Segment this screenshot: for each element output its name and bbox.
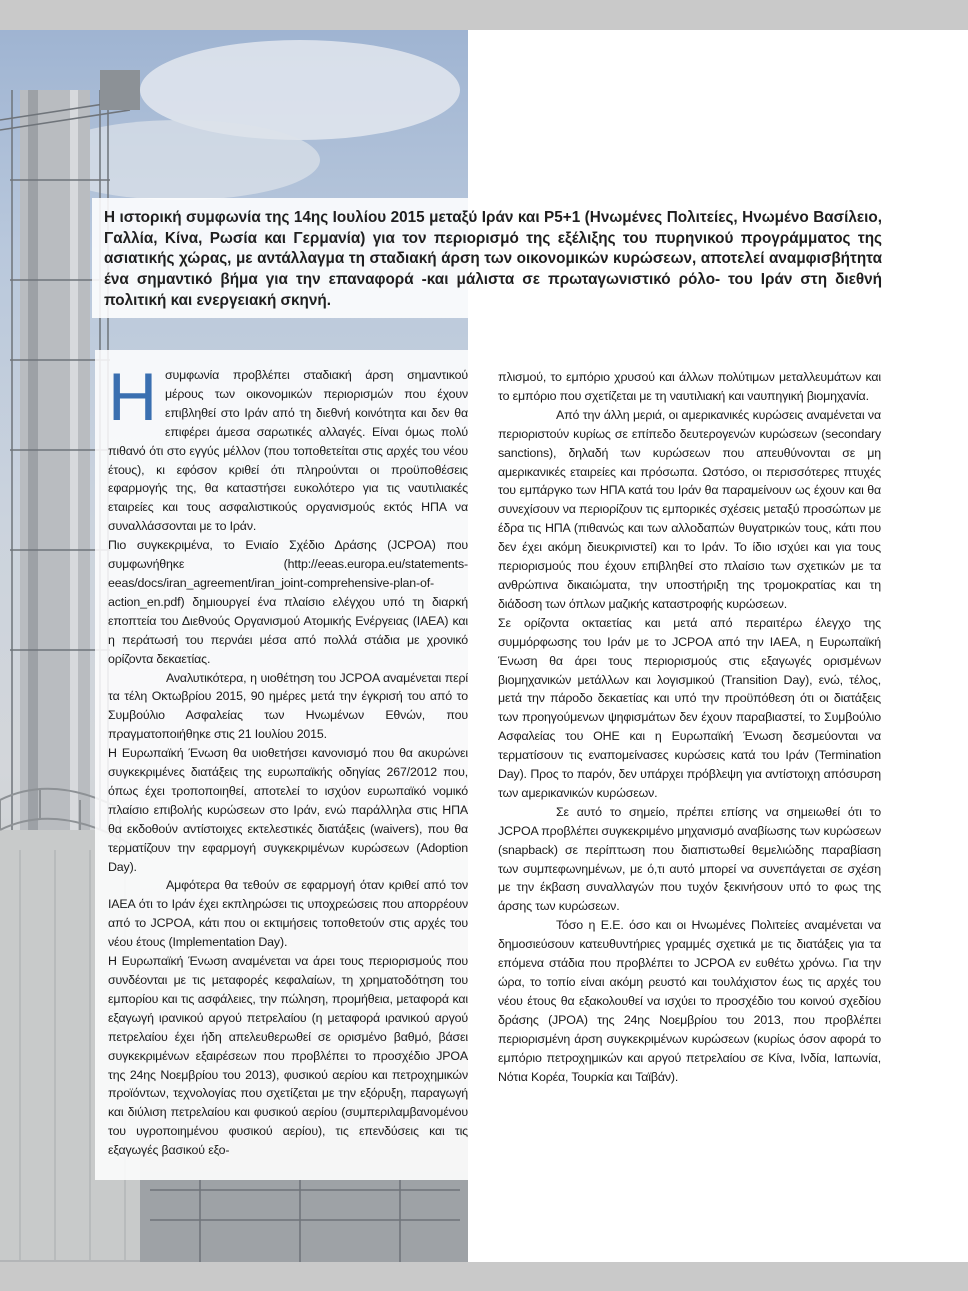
left-paragraph-4: Η Ευρωπαϊκή Ένωση θα υιοθετήσει κανονισμό που θα ακυρώνει συγκεκριμένες διατάξεις της ευρωπαϊκής οδηγίας 267/2012 που, όπως έχει τροποποιηθεί, αποτελεί το ισχύον ευρωπαϊκό νομικό πλαίσιο επιβολής κυρώσεων στο Ιράν, ενώ παράλληλα στις ΗΠΑ θα εκδοθούν αντίστοιχες εκτελεστικές διατάξεις (waivers), που θα τερματίζουν την εφαρμογή συγκεκριμένων κυρώσεων (Adoption Day).	[108, 746, 468, 874]
left-column	[108, 359, 468, 1160]
bottom-band	[0, 1262, 968, 1291]
left-paragraph-6: Η Ευρωπαϊκή Ένωση αναμένεται να άρει τους περιορισμούς που συνδέονται με τις μεταφορές κεφαλαίων, τη χρηματοδότηση του εμπορίου και τις ασφάλειες, την πώληση, προμήθεια, μεταφορά και εξαγωγή ιρανικού αργού πετρελαίου (η μεταφορά ιρανικού αργού πετρελαίου έχει ήδη απελευθερωθεί σε ορισμένο βαθμό, βάσει συγκεκριμένων εξαιρέσεων που προβλέπει το προσχέδιο JPOA της 24ης Νοεμβρίου του 2013), φυσικού αερίου και πετροχημικών προϊόντων, τεχνολογίας που σχετίζεται με την εξόρυξη, παραγωγή και διύλιση πετρελαίου και φυσικού αερίου (συμπεριλαμβανομένου του υγροποιημένου φυσικού αερίου), τις επενδύσεις και τις εξαγωγές βασικού εξο-	[108, 954, 468, 1158]
left-paragraph-2: Πιο συγκεκριμένα, το Ενιαίο Σχέδιο Δράσης (JCPOA) που συμφωνήθηκε (http://eeas.europa.eu/statements-eeas/docs/iran_agreement/iran_joint-comprehensive-plan-of-action_en.pdf) δημιουργεί ένα πλαίσιο ελέγχου υπό τη διαρκή εποπτεία του Διεθνούς Οργανισμού Ατομικής Ενέργειας (ΙΑΕΑ) και η περάτωσή του περνάει μέσα από πολλά στάδια με χρονικό ορίζοντα δεκαετίας.	[108, 538, 468, 666]
lead-paragraph: Η ιστορική συμφωνία της 14ης Ιουλίου 2015 μεταξύ Ιράν και Ρ5+1 (Ηνωμένες Πολιτείες, Ηνωμένο Βασίλειο, Γαλλία, Κίνα, Ρωσία και Γερμανία) για τον περιορισμό της εξέλιξης του πυρηνικού προγράμματος της ασιατικής χώρας, με αντάλλαγμα τη σταδιακή άρση των οικονομικών κυρώσεων, αποτελεί αναμφισβήτητα ένα σημαντικό βήμα για την επαναφορά -και μάλιστα σε πρωταγωνιστικό ρόλο- του Ιράν στη διεθνή πολιτική και ενεργειακή σκηνή.	[104, 209, 882, 309]
right-paragraph-1: πλισμού, το εμπόριο χρυσού και άλλων πολύτιμων μεταλλευμάτων και το εμπόριο που σχετίζεται με τη ναυτιλιακή και ναυπηγική βιομηχανία.	[498, 370, 881, 403]
right-paragraph-2: Από την άλλη μεριά, οι αμερικανικές κυρώσεις αναμένεται να περιοριστούν κυρίως σε επίπεδο δευτερογενών κυρώσεων (secondary sanctions), δηλαδή των κυρώσεων που απευθύνονται σε μη αμερικανικές εταιρείες και πρόσωπα. Ωστόσο, οι περισσότερες πτυχές του εμπάργκο των ΗΠΑ κατά του Ιράν θα παραμείνουν ως έχουν και θα συνεχίσουν να περιορίζουν τις εμπορικές σχέσεις μεταξύ προσώπων με έδρα τις ΗΠΑ (πιθανώς και των αλλοδαπών θυγατρικών τους, κάτι που δεν έχει ακόμη διευκρινιστεί) και το Ιράν. Το ίδιο ισχύει και για τους περιορισμούς που έχουν επιβληθεί στο πλαίσιο των σχετικών με τα ανθρώπινα δικαιώματα, την υποστήριξη της τρομοκρατίας και τη διάδοση των όπλων μαζικής καταστροφής κυρώσεων.	[498, 407, 881, 611]
left-paragraph-3: Αναλυτικότερα, η υιοθέτηση του JCPOA αναμένεται περί τα τέλη Οκτωβρίου 2015, 90 ημέρες μετά την έγκρισή του από το Συμβούλιο Ασφαλείας των Ηνωμένων Εθνών, που πραγματοποιήθηκε στις 21 Ιουλίου 2015.	[108, 670, 468, 742]
right-paragraph-3: Σε ορίζοντα οκταετίας και μετά από περαιτέρω έλεγχο της συμμόρφωσης του Ιράν με το JCPOA από την ΙΑΕΑ, η Ευρωπαϊκή Ένωση θα άρει τους περιορισμούς στις εξαγωγές ορισμένων βιομηχανικών μετάλλων και λογισμικού (Transition Day), ενώ, τέλος, μετά την πάροδο δεκαετίας και υπό την προϋπόθεση ότι οι διατάξεις των προηγούμενων ψηφισμάτων δεν έχουν παραβιαστεί, το Συμβούλιο Ασφαλείας του ΟΗΕ και η Ευρωπαϊκή Ένωση δεσμεύονται να τερματίσουν τις εναπομείνασες κυρώσεις κατά του Ιράν (Termination Day). Προς το παρόν, δεν υπάρχει πρόβλεψη για αντίστοιχη απόσυρση των αμερικανικών κυρώσεων.	[498, 615, 881, 800]
right-paragraph-4: Σε αυτό το σημείο, πρέπει επίσης να σημειωθεί ότι το JCPOA προβλέπει συγκεκριμένο μηχανισμό αναβίωσης των κυρώσεων (snapback) σε περίπτωση που διαπιστωθεί θεμελιώδης παραβίαση των συμπεφωνημένων, με ό,τι αυτό μπορεί να συνεπάγεται σε σχέση με την έκβαση συναλλαγών που τυχόν ξεκινήσουν υπό το φως της άρσης των κυρώσεων.	[498, 804, 881, 914]
dropcap-letter: Η	[108, 359, 157, 435]
first-paragraph	[108, 359, 468, 536]
first-paragraph-text: συμφωνία προβλέπει σταδιακή άρση σημαντικού μέρους των οικονομικών περιορισμών που έχουν επιβληθεί στο Ιράν από τη διεθνή κοινότητα και δεν θα επιφέρει άμεσα σαρωτικές αλλαγές. Είναι όμως πολύ πιθανό ότι στο εγγύς μέλλον (που τοποθετείται στις αρχές του νέου έτους), κι εφόσον κριθεί ότι πληρούνται οι προϋποθέσεις εφαρμογής της, θα καταστήσει ευκολότερο για τις ναυτιλιακές εταιρείες και τους ασφαλιστικούς οργανισμούς εκτός ΗΠΑ να συναλλάσσονται με το Ιράν.	[108, 368, 468, 534]
lead-box	[92, 198, 892, 318]
left-paragraph-5: Αμφότερα θα τεθούν σε εφαρμογή όταν κριθεί από τον ΙΑΕΑ ότι το Ιράν έχει εκπληρώσει τις υποχρεώσεις που απορρέουν από το JCPOA, κάτι που οι εκτιμήσεις τοποθετούν στις αρχές του νέου έτους (Implementation Day).	[108, 878, 468, 950]
right-column	[498, 368, 881, 1086]
right-paragraph-5: Τόσο η Ε.Ε. όσο και οι Ηνωμένες Πολιτείες αναμένεται να δημοσιεύσουν κατευθυντήριες γραμμές σχετικά με τις διατάξεις για τα επόμενα στάδια που προβλέπει το JCPOA εν ευθέτω χρόνω. Για την ώρα, το τοπίο είναι ακόμη ρευστό και τουλάχιστον έως τις αρχές του νέου έτους θα εξακολουθεί να ισχύει το προσχέδιο του κοινού σχεδίου δράσης (JPOA) της 24ης Νοεμβρίου του 2013, που προβλέπει περιορισμένη άρση συγκεκριμένων κυρώσεων (κυρίως όσον αφορά το εμπόριο πετροχημικών και αργού πετρελαίου σε Κίνα, Ινδία, Ιαπωνία, Νότια Κορέα, Τουρκία και Ταϊβάν).	[498, 918, 881, 1084]
top-band	[0, 0, 968, 30]
